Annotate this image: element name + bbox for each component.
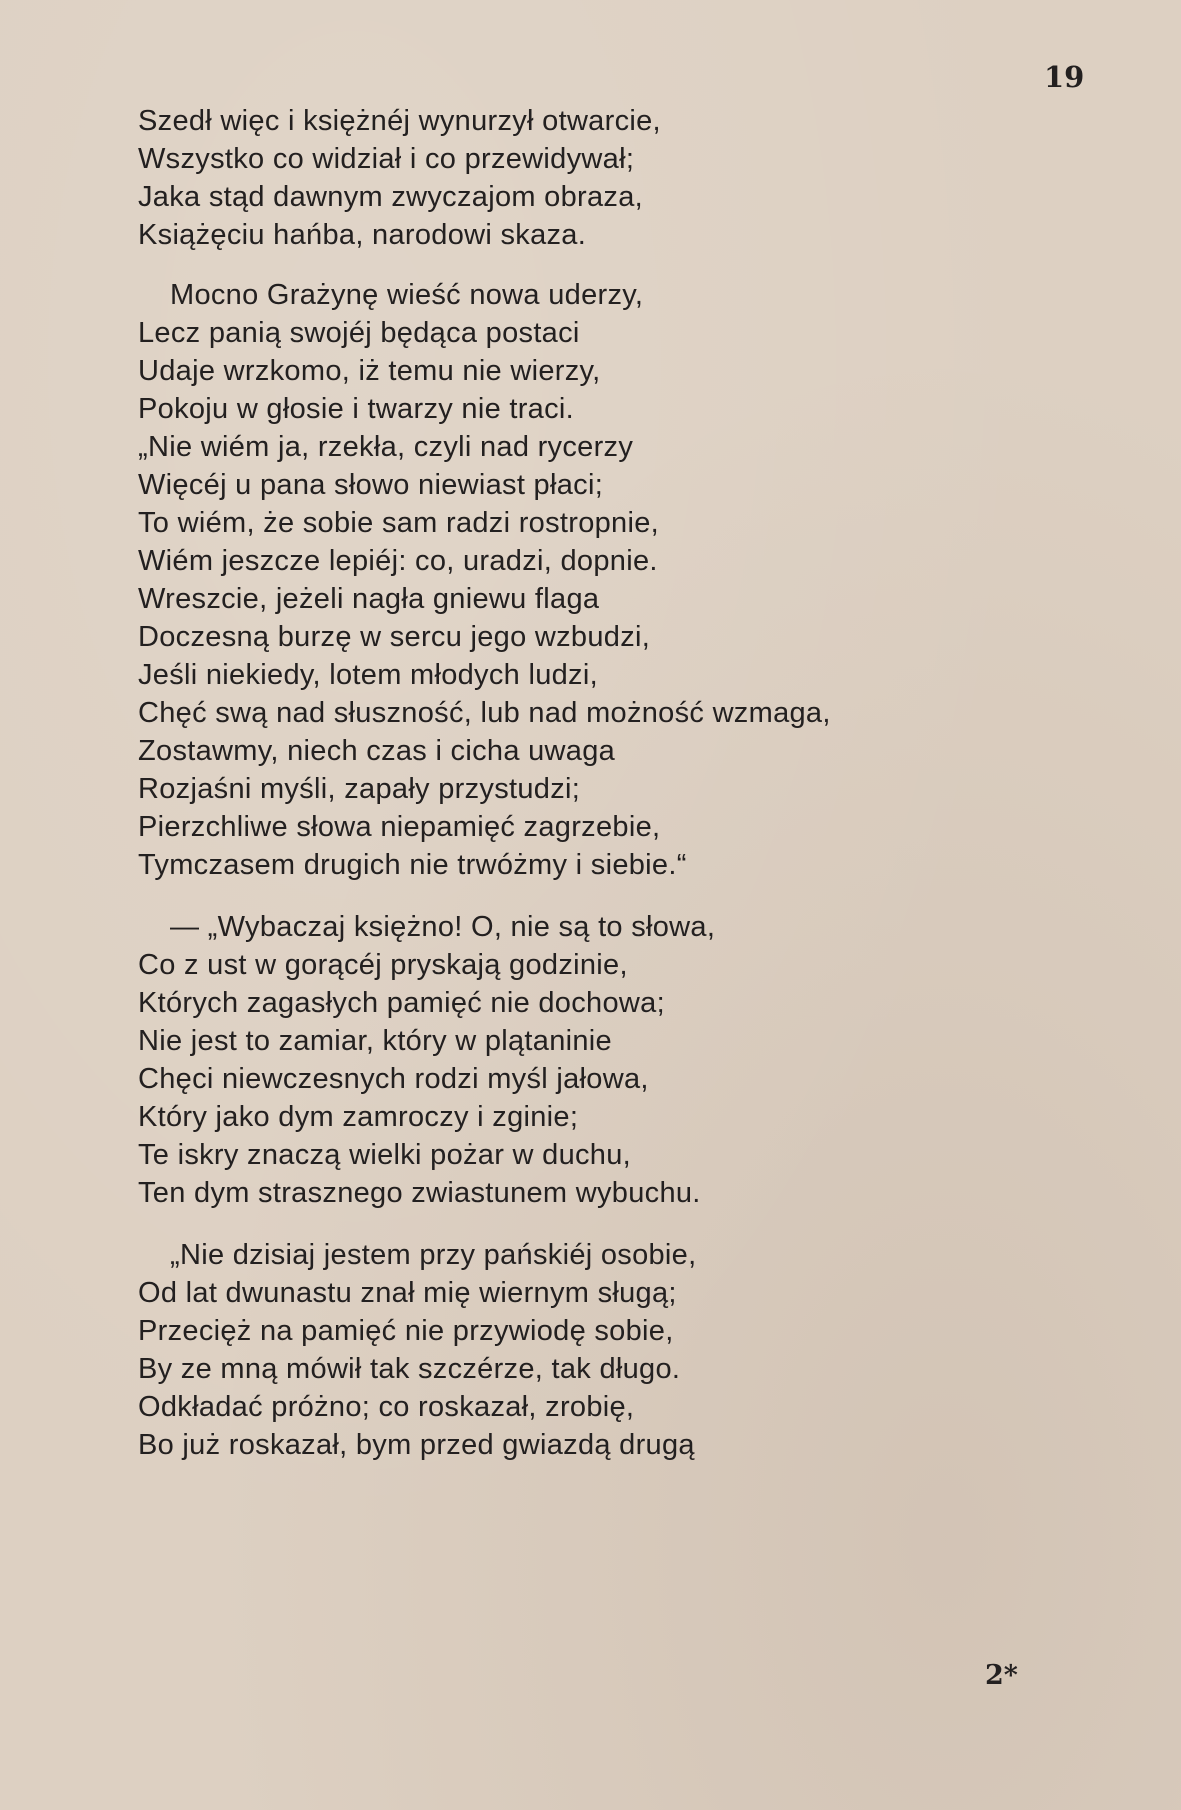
verse-line: Bo już roskazał, bym przed gwiazdą drugą <box>138 1429 695 1461</box>
stanza-3 <box>138 908 1148 1212</box>
stanza-4 <box>138 1236 1148 1464</box>
verse-line: Doczesną burzę w sercu jego wzbudzi, <box>138 621 651 653</box>
verse-line: Których zagasłych pamięć nie dochowa; <box>138 987 665 1019</box>
signature-mark: 2* <box>985 1660 1018 1691</box>
verse-line: Pierzchliwe słowa niepamięć zagrzebie, <box>138 811 661 843</box>
verse-line: Co z ust w gorącéj pryskają godzinie, <box>138 949 628 981</box>
verse-line: Ten dym strasznego zwiastunem wybuchu. <box>138 1177 701 1209</box>
verse-line: Wszystko co widział i co przewidywał; <box>138 143 635 175</box>
verse-line: Wiém jeszcze lepiéj: co, uradzi, dopnie. <box>138 545 658 577</box>
verse-line: „Nie dzisiaj jestem przy pańskiéj osobie, <box>170 1239 697 1271</box>
verse-line: Nie jest to zamiar, który w plątaninie <box>138 1025 612 1057</box>
verse-line: Szedł więc i księżnéj wynurzył otwarcie, <box>138 105 661 137</box>
verse-line: By ze mną mówił tak szczérze, tak długo. <box>138 1353 681 1385</box>
verse-line: Wreszcie, jeżeli nagła gniewu flaga <box>138 583 600 615</box>
stanza-2 <box>138 276 1148 884</box>
verse-line: Lecz panią swojéj będąca postaci <box>138 317 580 349</box>
verse-line: Odkładać próżno; co roskazał, zrobię, <box>138 1391 635 1423</box>
verse-line: Jeśli niekiedy, lotem młodych ludzi, <box>138 659 598 691</box>
verse-line: Udaje wrzkomo, iż temu nie wierzy, <box>138 355 601 387</box>
verse-line: Który jako dym zamroczy i zginie; <box>138 1101 579 1133</box>
verse-line: Jaka stąd dawnym zwyczajom obraza, <box>138 181 644 213</box>
verse-line: Książęciu hańba, narodowi skaza. <box>138 219 587 251</box>
verse-line: Te iskry znaczą wielki pożar w duchu, <box>138 1139 632 1171</box>
verse-line: Od lat dwunastu znał mię wiernym sługą; <box>138 1277 677 1309</box>
verse-line: Przecięż na pamięć nie przywiodę sobie, <box>138 1315 674 1347</box>
verse-line: Chęci niewczesnych rodzi myśl jałowa, <box>138 1063 649 1095</box>
verse-line: — „Wybaczaj księżno! O, nie są to słowa, <box>170 911 716 943</box>
verse-line: Chęć swą nad słuszność, lub nad możność wzmaga, <box>138 697 831 729</box>
verse-line: Tymczasem drugich nie trwóżmy i siebie.“ <box>138 849 687 881</box>
verse-line: To wiém, że sobie sam radzi rostropnie, <box>138 507 660 539</box>
verse-line: Więcéj u pana słowo niewiast płaci; <box>138 469 604 501</box>
page-number: 19 <box>1044 60 1085 94</box>
stanza-1 <box>138 102 1148 254</box>
verse-line: Rozjaśni myśli, zapały przystudzi; <box>138 773 581 805</box>
verse-line: Mocno Grażynę wieść nowa uderzy, <box>170 279 644 311</box>
poem-text <box>138 102 1148 1464</box>
verse-line: Zostawmy, niech czas i cicha uwaga <box>138 735 616 767</box>
verse-line: Pokoju w głosie i twarzy nie traci. <box>138 393 574 425</box>
verse-line: „Nie wiém ja, rzekła, czyli nad rycerzy <box>138 431 634 463</box>
